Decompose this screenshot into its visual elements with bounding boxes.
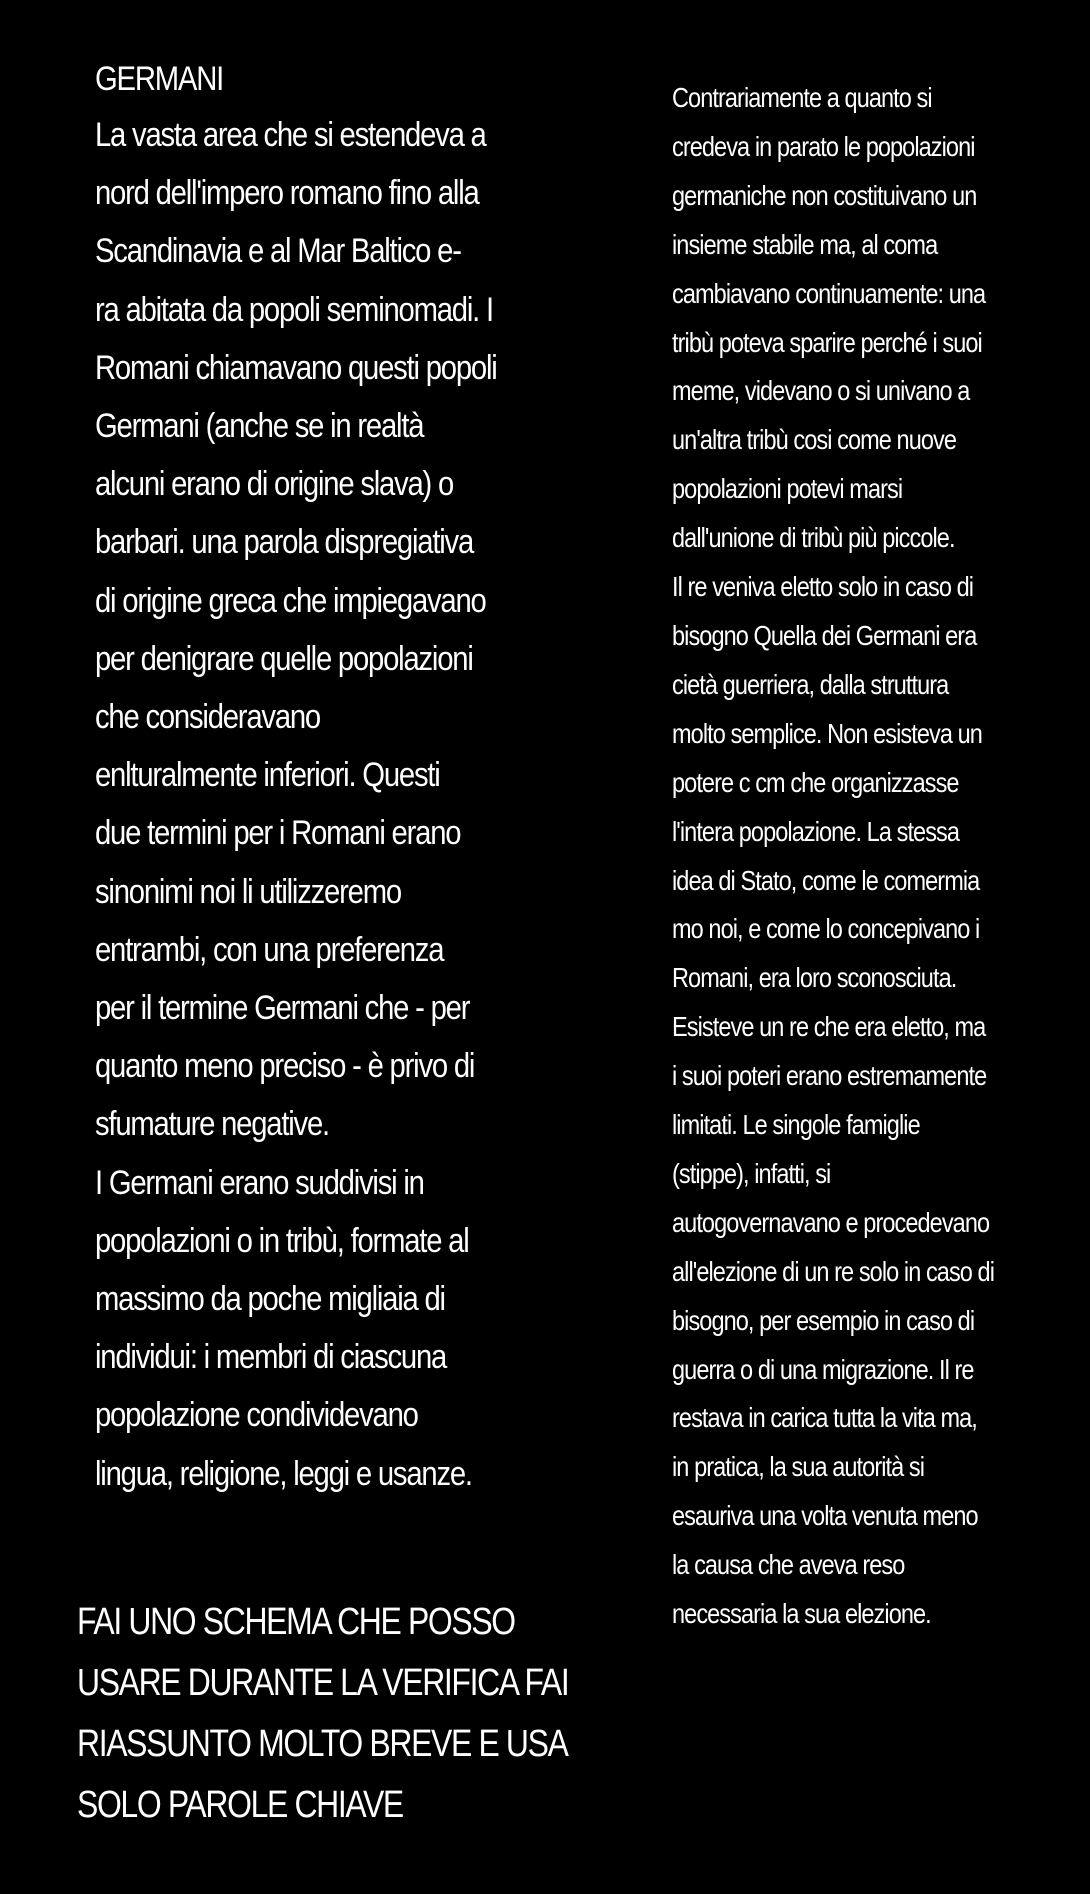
- text-line: cietà guerriera, dalla struttura: [672, 668, 949, 700]
- text-line: germaniche non costituivano un: [672, 179, 977, 211]
- text-line: nord dell'impero romano fino alla: [95, 174, 479, 213]
- text-line: popolazioni potevi marsi: [672, 473, 903, 505]
- text-line: idea di Stato, come le comermia: [672, 864, 980, 896]
- text-line: per il termine Germani che - per: [95, 989, 470, 1028]
- text-line: esauriva una volta venuta meno: [672, 1500, 978, 1532]
- text-line: Romani chiamavano questi popoli: [95, 348, 497, 387]
- text-line: necessaria la sua elezione.: [672, 1598, 931, 1630]
- text-line: all'elezione di un re solo in caso di: [672, 1255, 995, 1287]
- text-line: mo noi, e come lo concepivano i: [672, 913, 980, 945]
- text-line: autogovernavano e procedevano: [672, 1206, 990, 1238]
- text-line: l'intera popolazione. La stessa: [672, 815, 960, 847]
- text-line: popolazioni o in tribù, formate al: [95, 1221, 469, 1260]
- text-line: potere c cm che organizzasse: [672, 766, 959, 798]
- text-line: di origine greca che impiegavano: [95, 581, 486, 620]
- text-line: cambiavano continuamente: una: [672, 277, 986, 309]
- text-line: molto semplice. Non esisteva un: [672, 717, 982, 749]
- text-line: lingua, religione, leggi e usanze.: [95, 1454, 472, 1493]
- text-line: limitati. Le singole famiglie: [672, 1109, 920, 1141]
- request-text: [77, 1592, 637, 1836]
- request-line: USARE DURANTE LA VERIFICA FAI: [77, 1662, 569, 1704]
- text-line: I Germani erano suddivisi in: [95, 1163, 424, 1202]
- text-line: in pratica, la sua autorità si: [672, 1451, 925, 1483]
- text-line: Esisteve un re che era eletto, ma: [672, 1011, 986, 1043]
- right-text-column: [672, 74, 1090, 1639]
- text-line: guerra o di una migrazione. Il re: [672, 1353, 974, 1385]
- text-line: La vasta area che si estendeva a: [95, 116, 486, 154]
- text-line: enlturalmente inferiori. Questi: [95, 756, 440, 795]
- text-line: bisogno Quella dei Germani era: [672, 619, 977, 651]
- text-line: insieme stabile ma, al coma: [672, 228, 938, 260]
- text-line: un'altra tribù cosi come nuove: [672, 424, 957, 456]
- text-line: Contrariamente a quanto si: [672, 82, 932, 113]
- left-text-column: [95, 52, 620, 1503]
- text-line: individui: i membri di ciascuna: [95, 1338, 447, 1377]
- text-line: alcuni erano di origine slava) o: [95, 465, 454, 504]
- text-line: entrambi, con una preferenza: [95, 930, 444, 969]
- request-line: SOLO PAROLE CHIAVE: [77, 1784, 403, 1826]
- text-line: restava in carica tutta la vita ma,: [672, 1402, 977, 1434]
- text-line: Germani (anche se in realtà: [95, 407, 424, 446]
- text-line: per denigrare quelle popolazioni: [95, 639, 473, 678]
- text-line: Romani, era loro sconosciuta.: [672, 962, 957, 994]
- text-line: credeva in parato le popolazioni: [672, 130, 975, 162]
- text-line: meme, videvano o si univano a: [672, 375, 970, 407]
- text-line: quanto meno preciso - è privo di: [95, 1047, 475, 1086]
- text-line: dall'unione di tribù più piccole.: [672, 522, 955, 554]
- text-line: Il re veniva eletto solo in caso di: [672, 571, 974, 603]
- text-line: ra abitata da popoli seminomadi. I: [95, 290, 493, 329]
- text-line: massimo da poche migliaia di: [95, 1280, 445, 1319]
- text-line: la causa che aveva reso: [672, 1549, 905, 1581]
- text-line: due termini per i Romani erano: [95, 814, 461, 853]
- section-title: GERMANI: [95, 60, 224, 98]
- request-line: FAI UNO SCHEMA CHE POSSO: [77, 1601, 515, 1643]
- request-line: RIASSUNTO MOLTO BREVE E USA: [77, 1723, 568, 1765]
- text-line: sinonimi noi li utilizzeremo: [95, 872, 401, 911]
- text-line: tribù poteva sparire perché i suoi: [672, 326, 982, 358]
- text-line: barbari. una parola dispregiativa: [95, 523, 474, 562]
- text-line: i suoi poteri erano estremamente: [672, 1060, 987, 1092]
- text-line: bisogno, per esempio in caso di: [672, 1304, 975, 1336]
- text-line: sfumature negative.: [95, 1105, 329, 1144]
- text-line: che consideravano: [95, 698, 320, 737]
- text-line: popolazione condividevano: [95, 1396, 418, 1435]
- text-line: (stippe), infatti, si: [672, 1157, 831, 1189]
- text-line: Scandinavia e al Mar Baltico e-: [95, 232, 461, 271]
